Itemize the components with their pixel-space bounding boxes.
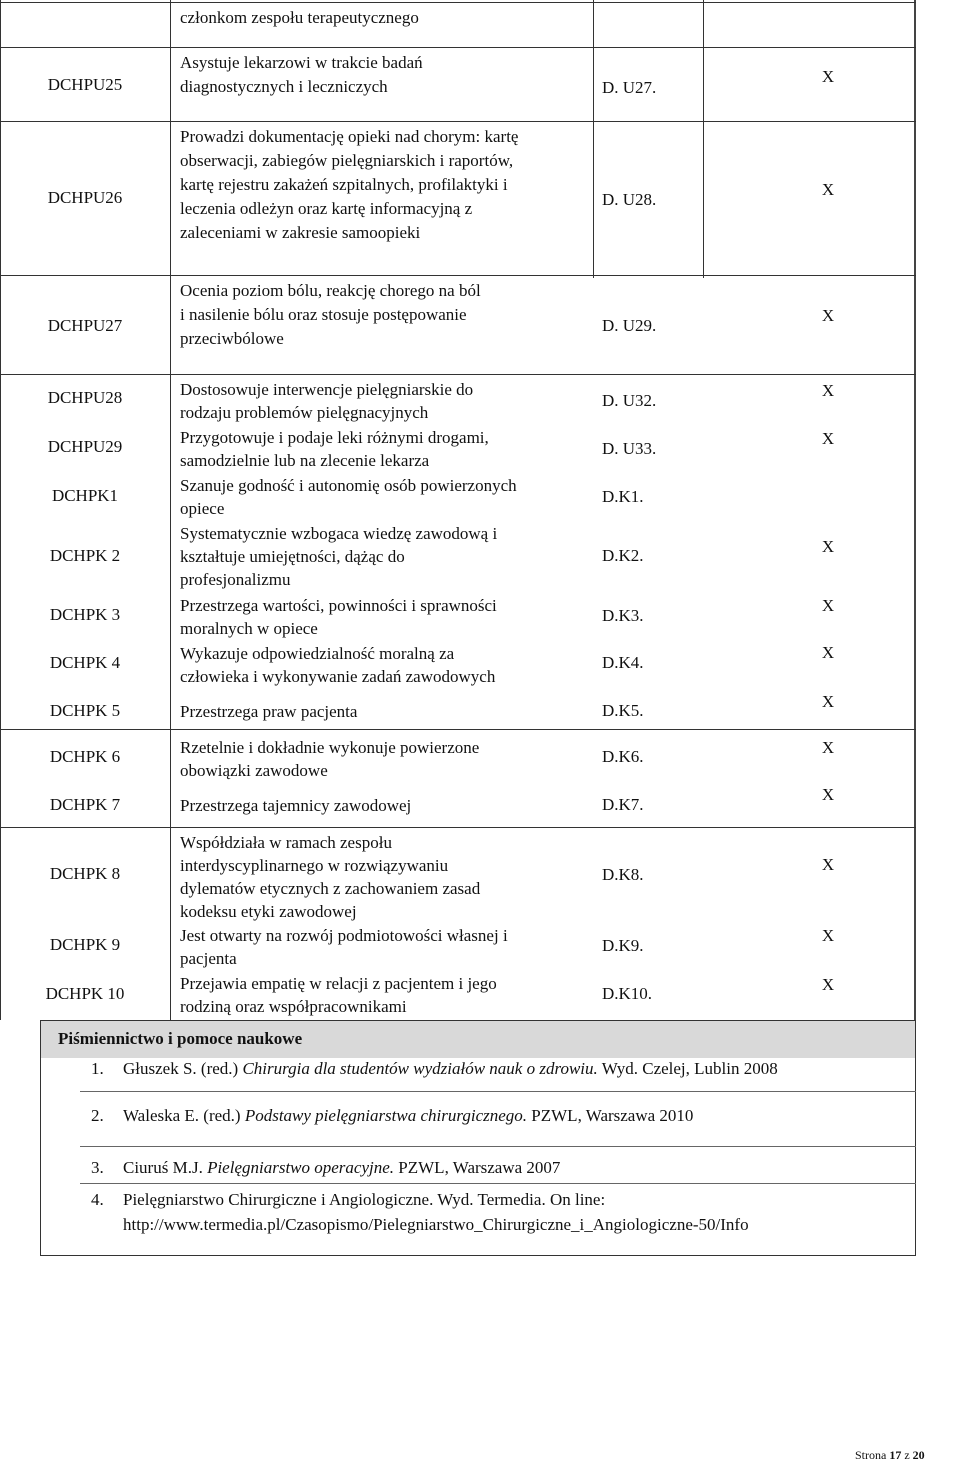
table-row-mark: X: [821, 596, 835, 615]
bibliography-item-number: 3.: [91, 1158, 104, 1177]
table-row-code: DCHPK 8: [49, 864, 121, 883]
table-row-code: DCHPK 9: [49, 935, 121, 954]
row-divider: [0, 275, 916, 276]
table-row-reference: D.K2.: [602, 546, 644, 565]
table-row-description: Przestrzega wartości, powinności i sprawności moralnych w opiece: [180, 596, 497, 638]
bibliography-item-title: Pielęgniarstwo operacyjne.: [207, 1158, 395, 1177]
table-row-description: Ocenia poziom bólu, reakcję chorego na ból i nasilenie bólu oraz stosuje postępowanie przeciwbólowe: [180, 281, 481, 348]
table-row-code: DCHPK 7: [49, 795, 121, 814]
bibliography-item-publisher: Wyd. Czelej, Lublin 2008: [597, 1059, 778, 1078]
table-row-mark: X: [821, 67, 835, 86]
row-divider: [0, 827, 916, 828]
table-row-reference: D. U33.: [602, 439, 657, 458]
table-row-code: DCHPK 4: [49, 653, 121, 672]
table-row-reference: D.K8.: [602, 865, 644, 884]
bibliography-border-left: [40, 1020, 41, 1255]
bibliography-item-author: Ciuruś M.J.: [123, 1158, 208, 1177]
table-row-mark: X: [821, 785, 835, 804]
bibliography-item-publisher: PZWL, Warszawa 2007: [394, 1158, 561, 1177]
bibliography-item-number: 2.: [91, 1106, 104, 1125]
table-row-description: Systematycznie wzbogaca wiedzę zawodową i kształtuje umiejętności, dążąc do profesjonalizmu: [180, 524, 498, 589]
page-number-footer: [855, 1448, 925, 1463]
table-row-mark: X: [821, 180, 835, 199]
table-row-reference: D. U29.: [602, 316, 657, 335]
table-row-code: DCHPK 6: [49, 747, 121, 766]
table-row-description: Jest otwarty na rozwój podmiotowości własnej i pacjenta: [180, 926, 508, 968]
table-row-reference: D.K3.: [602, 606, 644, 625]
table-row-code: DCHPU29: [47, 437, 123, 456]
row-divider: [0, 2, 916, 3]
bibliography-item-number: 1.: [91, 1059, 104, 1078]
footer-current-page: 17: [889, 1448, 902, 1462]
table-row-mark: X: [821, 738, 835, 757]
bibliography-item-author: Waleska E. (red.): [123, 1106, 245, 1125]
table-row-reference: D. U27.: [602, 78, 657, 97]
table-row-mark: X: [821, 429, 835, 448]
bibliography-item-url[interactable]: http://www.termedia.pl/Czasopismo/Pielegniarstwo_Chirurgiczne_i_Angiologiczne-50/Info: [123, 1215, 749, 1234]
table-row-code: DCHPK 10: [45, 984, 125, 1003]
table-row-description: Przestrzega praw pacjenta: [180, 702, 358, 721]
table-row-mark: X: [821, 381, 835, 400]
table-row-description: Przygotowuje i podaje leki różnymi drogami, samodzielnie lub na zlecenie lekarza: [180, 428, 489, 470]
table-row-mark: X: [821, 855, 835, 874]
table-row-description: Rzetelnie i dokładnie wykonuje powierzone obowiązki zawodowe: [180, 738, 480, 780]
table-border-right: [914, 0, 916, 1020]
bibliography-item: [91, 1188, 605, 1212]
row-divider: [0, 47, 916, 48]
row-divider: [0, 121, 916, 122]
table-row-code: DCHPU25: [47, 75, 123, 94]
table-row-reference: D.K6.: [602, 747, 644, 766]
table-row-reference: D.K10.: [602, 984, 653, 1003]
table-row-mark: X: [821, 926, 835, 945]
table-row-description: członkom zespołu terapeutycznego: [180, 8, 419, 27]
bibliography-item-title: Chirurgia dla studentów wydziałów nauk o zdrowiu.: [242, 1059, 598, 1078]
table-row-reference: D.K1.: [602, 487, 644, 506]
bibliography-item-title: Podstawy pielęgniarstwa chirurgicznego.: [244, 1106, 528, 1125]
bibliography-separator: [80, 1091, 916, 1092]
table-row-description: Przestrzega tajemnicy zawodowej: [180, 796, 412, 815]
table-row-code: DCHPK 3: [49, 605, 121, 624]
bibliography-item: [91, 1104, 693, 1128]
footer-separator: z: [901, 1448, 913, 1462]
table-row-description: Przejawia empatię w relacji z pacjentem i jego rodziną oraz współpracownikami: [180, 974, 497, 1016]
table-row-code: DCHPK 2: [49, 546, 121, 565]
table-row-description: Wykazuje odpowiedzialność moralną za człowieka i wykonywanie zadań zawodowych: [180, 644, 496, 686]
footer-prefix: Strona: [855, 1448, 890, 1462]
footer-total-pages: 20: [912, 1448, 925, 1462]
table-row-description: Szanuje godność i autonomię osób powierzonych opiece: [180, 476, 517, 518]
bibliography-separator: [80, 1146, 916, 1147]
table-row-mark: X: [821, 537, 835, 556]
table-row-mark: X: [821, 975, 835, 994]
table-row-description: Asystuje lekarzowi w trakcie badań diagnostycznych i leczniczych: [180, 53, 423, 96]
bibliography-item-author: Głuszek S. (red.): [123, 1059, 243, 1078]
table-row-code: DCHPK1: [51, 486, 119, 505]
table-row-code: DCHPU27: [47, 316, 123, 335]
row-divider: [0, 374, 916, 375]
table-row-code: DCHPU26: [47, 188, 123, 207]
bibliography-border-right: [915, 1020, 916, 1255]
table-row-mark: X: [821, 306, 835, 325]
bibliography-border-bottom: [40, 1255, 916, 1256]
table-row-code: DCHPK 5: [49, 701, 121, 720]
bibliography-title: Piśmiennictwo i pomoce naukowe: [58, 1029, 303, 1048]
table-row-reference: D. U32.: [602, 391, 657, 410]
table-row-reference: D.K9.: [602, 936, 644, 955]
bibliography-item: [91, 1057, 778, 1081]
bibliography-item-number: 4.: [91, 1190, 104, 1209]
table-row-mark: X: [821, 643, 835, 662]
table-row-reference: D. U28.: [602, 190, 657, 209]
table-row-mark: X: [821, 692, 835, 711]
table-divider-code: [170, 0, 171, 1020]
table-divider-ref: [703, 0, 704, 278]
row-divider: [0, 729, 916, 730]
bibliography-item-author: Pielęgniarstwo Chirurgiczne i Angiologiczne. Wyd. Termedia. On line:: [123, 1190, 606, 1209]
table-row-code: DCHPU28: [47, 388, 123, 407]
bibliography-separator: [80, 1183, 916, 1184]
table-row-reference: D.K7.: [602, 795, 644, 814]
table-row-reference: D.K4.: [602, 653, 644, 672]
table-row-description: Dostosowuje interwencje pielęgniarskie do rodzaju problemów pielęgnacyjnych: [180, 380, 474, 422]
bibliography-item-publisher: PZWL, Warszawa 2010: [527, 1106, 694, 1125]
table-row-description: Współdziała w ramach zespołu interdyscyplinarnego w rozwiązywaniu dylematów etycznych z zachowaniem zasad kodeksu etyki zawodowej: [180, 833, 481, 921]
bibliography-item: [91, 1156, 560, 1180]
table-row-reference: D.K5.: [602, 701, 644, 720]
table-row-description: Prowadzi dokumentację opieki nad chorym: kartę obserwacji, zabiegów pielęgniarskich i raportów, kartę rejestru zakażeń szpitalnych, profilaktyki i leczenia odleżyn oraz kartę informacyjną z zaleceniami w zakresie samoopieki: [180, 127, 519, 242]
